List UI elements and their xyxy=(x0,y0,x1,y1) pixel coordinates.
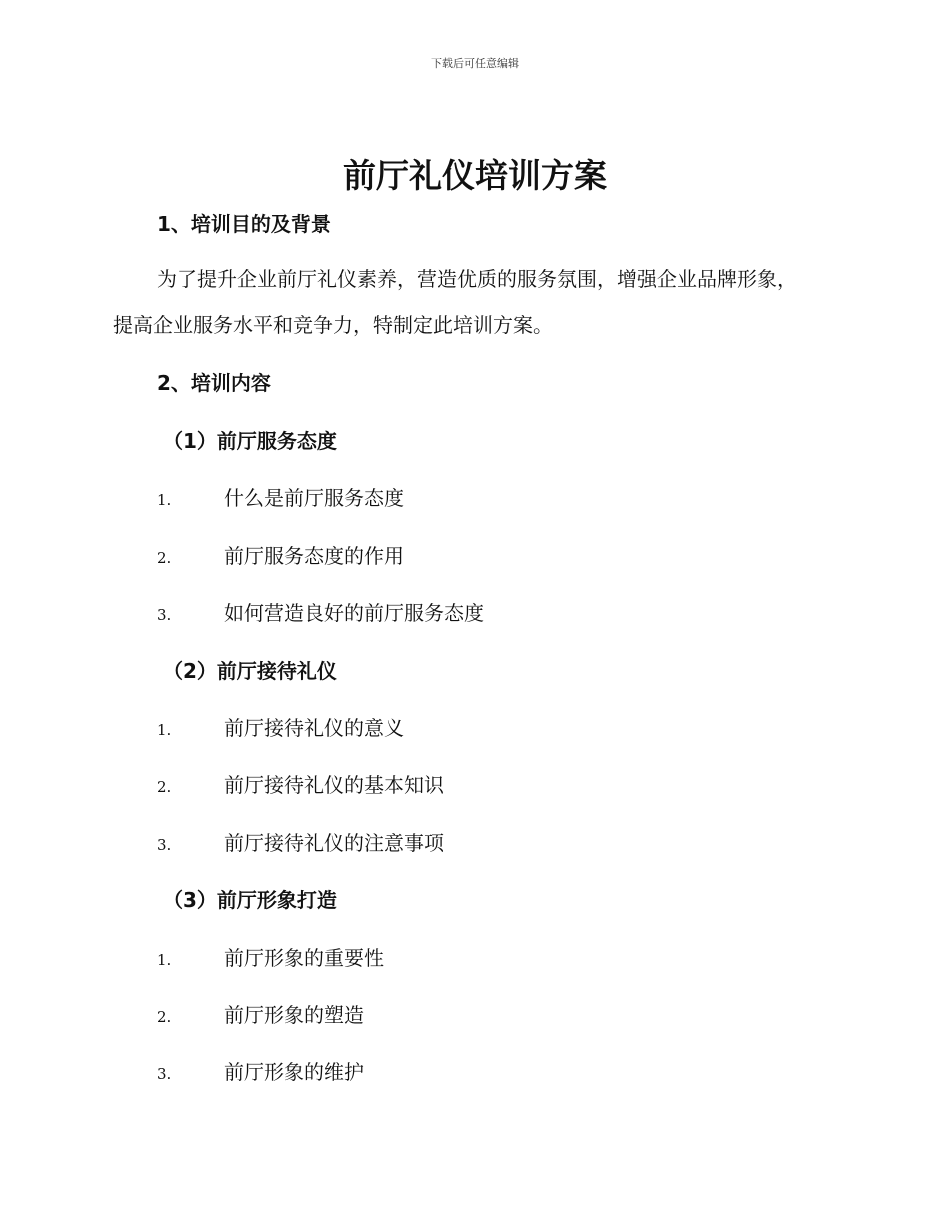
list-item xyxy=(157,827,444,856)
subsection-heading-reception-etiquette: （2）前厅接待礼仪 xyxy=(163,659,337,683)
list-item xyxy=(157,712,404,741)
list-item-number: 2. xyxy=(157,1008,172,1026)
list-item-text: 前厅接待礼仪的注意事项 xyxy=(224,831,444,855)
list-item-number: 3. xyxy=(157,836,172,854)
subsection-heading-image-building: （3）前厅形象打造 xyxy=(163,888,337,912)
list-item-text: 前厅接待礼仪的意义 xyxy=(224,716,404,740)
list-item-text: 前厅形象的重要性 xyxy=(224,946,384,970)
list-item-number: 1. xyxy=(157,721,172,739)
list-item xyxy=(157,769,444,798)
list-item-number: 3. xyxy=(157,1065,172,1083)
list-item-text: 什么是前厅服务态度 xyxy=(224,486,404,510)
list-item xyxy=(157,597,484,626)
page-title: 前厅礼仪培训方案 xyxy=(343,156,607,195)
list-item xyxy=(157,482,404,511)
list-item xyxy=(157,999,364,1028)
list-item xyxy=(157,942,384,971)
list-item-text: 前厅形象的维护 xyxy=(224,1060,364,1084)
list-item xyxy=(157,540,404,569)
section-heading-content: 2、培训内容 xyxy=(157,371,271,395)
list-item-number: 1. xyxy=(157,951,172,969)
list-item-number: 2. xyxy=(157,778,172,796)
list-item-text: 如何营造良好的前厅服务态度 xyxy=(224,601,484,625)
list-item-text: 前厅接待礼仪的基本知识 xyxy=(224,773,444,797)
purpose-paragraph: 为了提升企业前厅礼仪素养，营造优质的服务氛围，增强企业品牌形象，提高企业服务水平和竞争力，特制定此培训方案。 xyxy=(113,267,797,337)
list-item-number: 1. xyxy=(157,491,172,509)
list-item-number: 2. xyxy=(157,549,172,567)
subsection-heading-service-attitude: （1）前厅服务态度 xyxy=(163,429,337,453)
list-item-number: 3. xyxy=(157,606,172,624)
header-note: 下载后可任意编辑 xyxy=(431,57,519,70)
section-heading-purpose: 1、培训目的及背景 xyxy=(157,212,331,236)
list-item-text: 前厅形象的塑造 xyxy=(224,1003,364,1027)
list-item-text: 前厅服务态度的作用 xyxy=(224,544,404,568)
list-item xyxy=(157,1056,364,1085)
